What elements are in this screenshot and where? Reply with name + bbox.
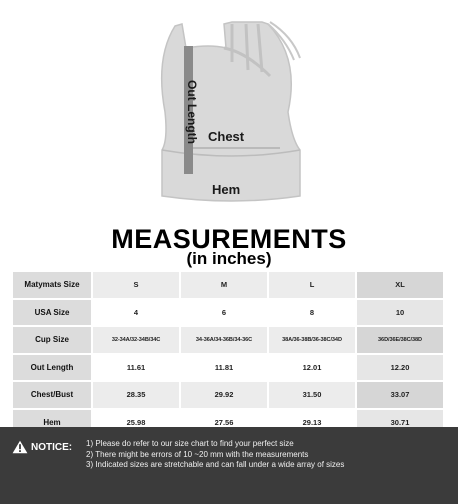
notice-list xyxy=(86,439,451,471)
table-cell: 4 xyxy=(92,299,180,327)
table-cell: 29.13 xyxy=(268,409,356,437)
table-cell: 30.71 xyxy=(356,409,444,437)
table-cell: 12.01 xyxy=(268,354,356,382)
table-row xyxy=(13,381,444,409)
table-row xyxy=(13,299,444,327)
size-chart-table xyxy=(13,272,445,437)
table-cell: 29.92 xyxy=(180,381,268,409)
garment-illustration xyxy=(0,0,458,215)
table-cell: 8 xyxy=(268,299,356,327)
table-cell: L xyxy=(268,272,356,299)
table-cell: M xyxy=(180,272,268,299)
table-cell: 36D/36E/38C/38D xyxy=(356,326,444,354)
row-label: Cup Size xyxy=(13,326,92,354)
out-length-label: Out Length xyxy=(185,80,199,144)
table-cell: 32-34A/32-34B/34C xyxy=(92,326,180,354)
table-cell: 12.20 xyxy=(356,354,444,382)
table-cell: 33.07 xyxy=(356,381,444,409)
row-label: Out Length xyxy=(13,354,92,382)
chest-label: Chest xyxy=(208,129,245,144)
notice-line: 1) Please do refer to our size chart to find your perfect size xyxy=(86,439,294,448)
table-cell: 11.61 xyxy=(92,354,180,382)
table-row xyxy=(13,272,444,299)
hem-label: Hem xyxy=(212,182,241,197)
notice-line: 3) Indicated sizes are stretchable and can fall under a wide array of sizes xyxy=(86,460,345,469)
table-cell: 25.98 xyxy=(92,409,180,437)
table-cell: S xyxy=(92,272,180,299)
notice-label: NOTICE: xyxy=(31,441,73,453)
table-cell: 28.35 xyxy=(92,381,180,409)
table-cell: 10 xyxy=(356,299,444,327)
notice-line: 2) There might be errors of 10 ~20 mm with the measurements xyxy=(86,449,309,459)
table-row xyxy=(13,326,444,354)
table-cell: 6 xyxy=(180,299,268,327)
table-cell: 34-36A/34-36B/34-36C xyxy=(180,326,268,354)
table-cell: 27.56 xyxy=(180,409,268,437)
table-row xyxy=(13,354,444,382)
table-cell: 38A/36-38B/36-38C/34D xyxy=(268,326,356,354)
row-label: Hem xyxy=(13,409,92,437)
row-label: Matymats Size xyxy=(13,272,92,299)
table-cell: 31.50 xyxy=(268,381,356,409)
table-cell: XL xyxy=(356,272,444,299)
table-cell: 11.81 xyxy=(180,354,268,382)
page-title: MEASUREMENTS xyxy=(111,224,347,254)
warning-icon xyxy=(12,440,28,454)
notice-heading xyxy=(12,440,72,454)
row-label: USA Size xyxy=(13,299,92,327)
row-label: Chest/Bust xyxy=(13,381,92,409)
page-subtitle: (in inches) xyxy=(186,249,272,268)
notice-panel xyxy=(0,427,458,504)
